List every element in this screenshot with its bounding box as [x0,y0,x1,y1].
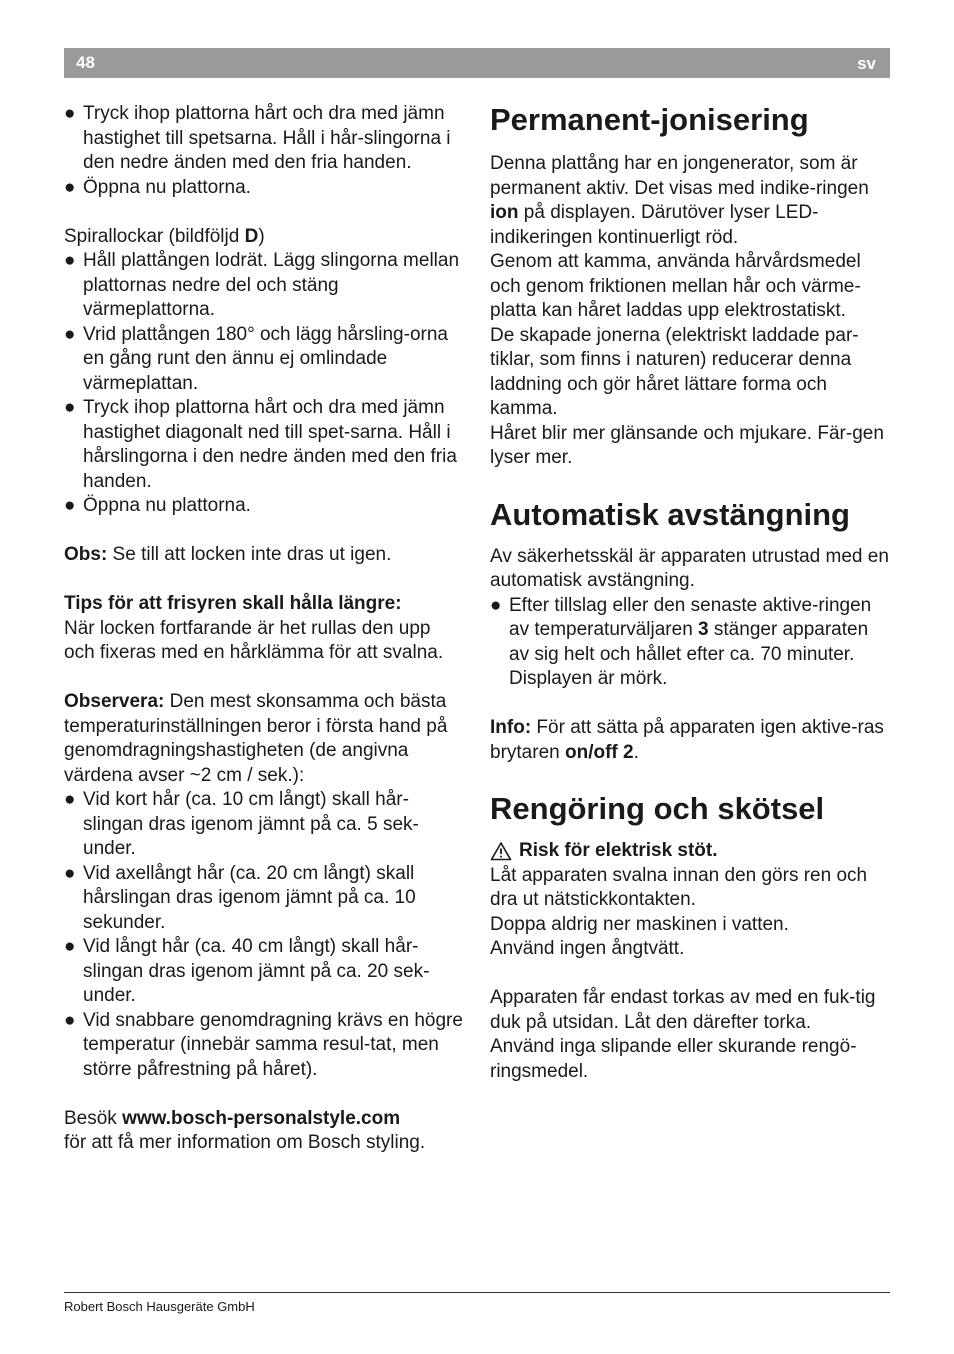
spiral-heading: Spirallockar (bildföljd D) [64,225,265,247]
right-column [490,102,892,1084]
ion-paragraph-4: Håret blir mer glänsande och mjukare. Fär-gen lyser mer. [490,422,884,468]
ion-paragraph-2: Genom att kamma, använda hårvårdsmedel och genom friktionen mellan hår och värme-platta kan håret laddas upp elektrostatiskt. [490,251,861,321]
visit-line: Besök www.bosch-personalstyle.com [64,1107,401,1129]
bullet-icon: ● [64,176,76,198]
bullet-icon: ● [64,250,76,271]
language-code: sv [857,54,876,73]
bullet-list-straight [64,102,464,200]
tips-text: När locken fortfarande är het rullas den upp och fixeras med en hårklämma för att svalna. [64,617,444,663]
bullet-list-hair-length [64,788,464,1082]
clean-paragraph-2: Doppa aldrig ner maskinen i vatten. [490,913,789,935]
clean-paragraph-4: Apparaten får endast torkas av med en fuk-tig duk på utsidan. Låt den därefter torka. [490,987,876,1033]
warning-line [490,839,892,864]
bullet-icon: ● [64,1009,76,1031]
observera-note: Observera: Den mest skonsamma och bästa temperaturinställningen beror i första hand på genomdragningshastigheten (de angivna värdena avser ~2 cm / sek.): [64,691,448,786]
list-item: ● Vid axellångt hår (ca. 20 cm långt) skall hårslingan dras igenom jämnt på ca. 10 sekunder. [64,862,416,933]
section-heading-cleaning: Rengöring och skötsel [490,791,825,826]
warning-text: Risk för elektrisk stöt. [519,840,718,861]
list-item: ● Vid kort hår (ca. 10 cm långt) skall hår-slingan dras igenom jämnt på ca. 5 sek-under. [64,789,419,859]
info-note: Info: För att sätta på apparaten igen aktive-ras brytaren on/off 2. [490,717,884,763]
list-item: ● Öppna nu plattorna. [64,176,464,201]
clean-paragraph-1: Låt apparaten svalna innan den görs ren och dra ut nätstickkontakten. [490,864,868,910]
list-item: ● Öppna nu plattorna. [64,494,464,519]
tips-title: Tips för att frisyren skall hålla längre: [64,593,402,614]
list-item: ● Efter tillslag eller den senaste aktive-ringen av temperaturväljaren 3 stänger apparaten av sig helt och hållet efter ca. 70 minuter. Displayen är mörk. [490,594,872,689]
bullet-list-auto-off [490,594,892,692]
list-item: ● Vrid plattången 180° och lägg hårsling-orna en gång runt den ännu ej omlindade värmeplattan. [64,323,448,394]
list-item: ● Håll plattången lodrät. Lägg slingorna mellan plattornas nedre del och stäng värmeplattorna. [64,250,460,320]
bullet-icon: ● [64,495,76,516]
bullet-icon: ● [64,397,76,418]
obs-note: Obs: Se till att locken inte dras ut igen. [64,544,392,565]
bullet-icon: ● [64,103,76,124]
footer-company: Robert Bosch Hausgeräte GmbH [64,1299,255,1314]
footer-divider [64,1292,890,1293]
list-item: ● Tryck ihop plattorna hårt och dra med jämn hastighet till spetsarna. Håll i hår-slingorna i den nedre änden med den fria handen. [64,103,451,173]
page-header-bar [64,48,890,78]
bullet-icon: ● [490,594,502,616]
visit-line-2: för att få mer information om Bosch styling. [64,1132,426,1153]
bullet-list-spiral [64,249,464,519]
ion-paragraph-1: Denna plattång har en jongenerator, som är permanent aktiv. Det visas med indike-ringen ion på displayen. Därutöver lyser LED-indikeringen kontinuerligt röd. [490,153,869,248]
list-item: ● Vid långt hår (ca. 40 cm långt) skall hår-slingan dras igenom jämnt på ca. 20 sek-under. [64,936,430,1006]
list-item: ● Tryck ihop plattorna hårt och dra med jämn hastighet diagonalt ned till spet-sarna. Håll i hårslingorna i den nedre änden med den fria handen. [64,397,457,492]
website-link[interactable]: www.bosch-personalstyle.com [122,1107,401,1129]
bullet-icon: ● [64,789,76,810]
section-heading-auto-off: Automatisk avstängning [490,496,850,532]
bullet-icon: ● [64,862,76,884]
ion-paragraph-3: De skapade jonerna (elektriskt laddade par-tiklar, som finns i naturen) reducerar denna laddning och gör håret lättare forma och kamma. [490,324,859,419]
section-heading-ionization: Permanent-jonisering [490,102,809,137]
left-column [64,102,464,1156]
bullet-icon: ● [64,323,76,345]
warning-triangle-icon [490,841,512,861]
bullet-icon: ● [64,936,76,957]
clean-paragraph-3: Använd ingen ångtvätt. [490,938,685,959]
page-number: 48 [76,53,95,72]
list-item: ● Vid snabbare genomdragning krävs en högre temperatur (innebär samma resul-tat, men större påfrestning på håret). [64,1009,463,1080]
auto-off-paragraph: Av säkerhetsskäl är apparaten utrustad med en automatisk avstängning. [490,545,889,591]
clean-paragraph-5: Använd inga slipande eller skurande rengö-ringsmedel. [490,1036,857,1082]
